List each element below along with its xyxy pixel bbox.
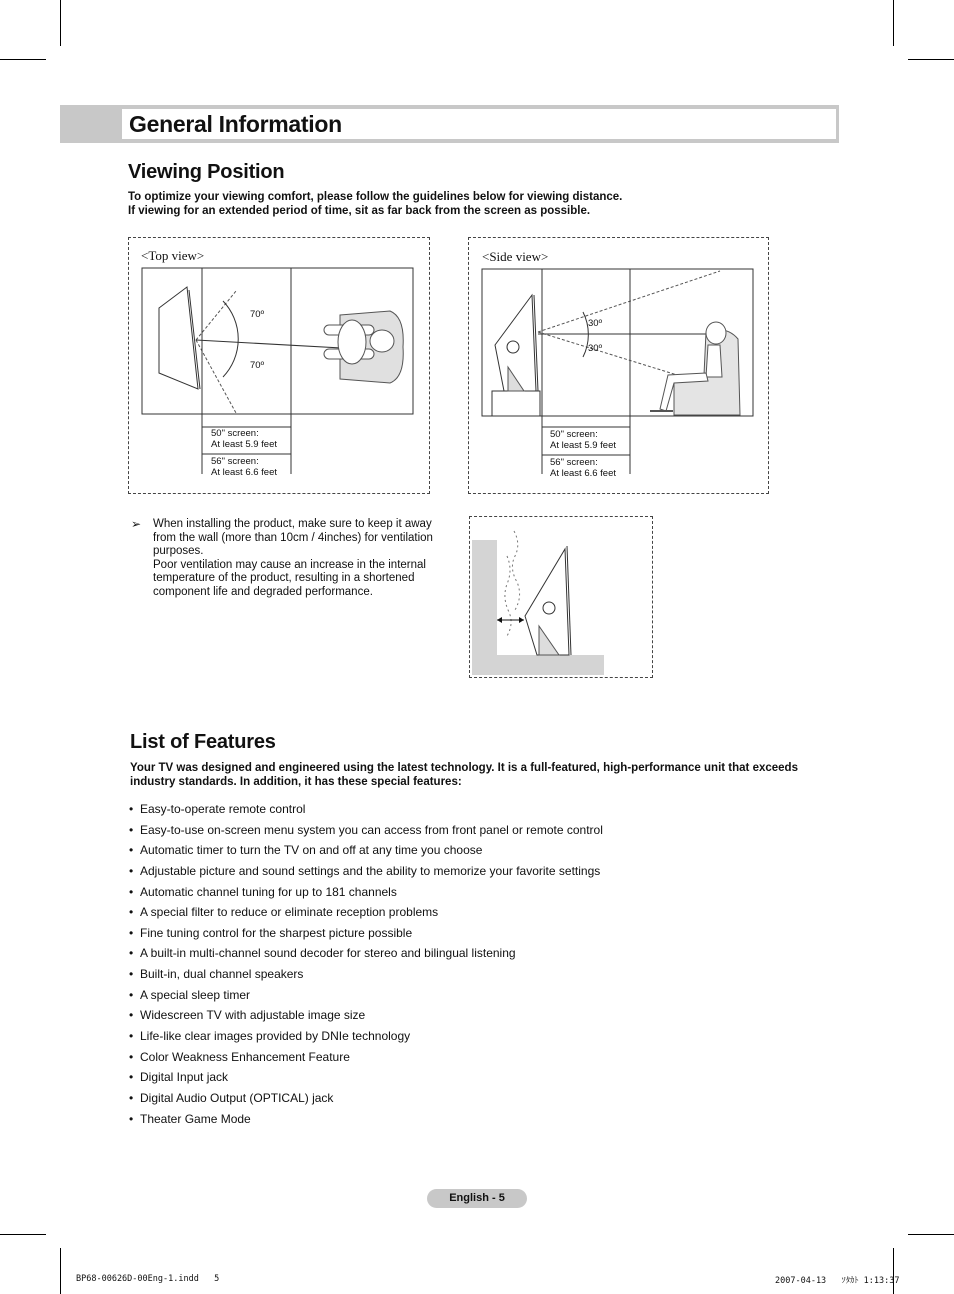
bullet-icon: • [129,822,134,837]
feature-text: A special filter to reduce or eliminate reception problems [140,905,439,920]
feature-text: Automatic channel tuning for up to 181 channels [140,884,397,899]
feature-text: A built-in multi-channel sound decoder for stereo and bilingual listening [140,946,516,961]
feature-text: Digital Input jack [140,1070,229,1085]
crop-mark [60,1248,61,1294]
note-text [153,518,445,600]
list-item [129,1029,603,1050]
list-item [129,905,603,926]
bullet-icon: • [129,925,134,940]
crop-mark [908,59,954,60]
top-view-50-distance: At least 5.9 feet [211,439,278,450]
crop-mark [60,0,61,46]
list-item [129,843,603,864]
feature-text: Adjustable picture and sound settings and the ability to memorize your favorite settings [140,863,601,878]
note-paragraph-1: When installing the product, make sure to keep it away from the wall (more than 10cm / 4inches) for ventilation purposes. [153,518,433,558]
feature-text: Widescreen TV with adjustable image size [140,1008,366,1023]
crop-mark [893,1248,894,1294]
bullet-icon: • [129,1029,134,1044]
list-item [129,885,603,906]
feature-text: Built-in, dual channel speakers [140,967,304,982]
top-view-56-label: 56" screen: [211,456,259,467]
bullet-icon: • [129,1111,134,1126]
list-item [129,1070,603,1091]
crop-mark [0,1234,46,1235]
feature-text: Easy-to-use on-screen menu system you can access from front panel or remote control [140,822,603,837]
list-item [129,967,603,988]
page-title: General Information [129,111,342,137]
list-item [129,926,603,947]
timestamp-slug: 2007-04-13 ｿﾀｶﾄ 1:13:37 [775,1276,900,1286]
top-view-label: <Top view> [141,248,205,263]
feature-text: Life-like clear images provided by DNIe technology [140,1029,411,1044]
side-view-56-distance: At least 6.6 feet [550,468,617,479]
feature-text: Theater Game Mode [140,1111,251,1126]
file-slug: BP68-00626D-00Eng-1.indd 5 [76,1274,220,1284]
crop-mark [0,59,46,60]
bullet-icon: • [129,1070,134,1085]
bullet-icon: • [129,884,134,899]
bullet-icon: • [129,987,134,1002]
top-view-50-label: 50" screen: [211,428,259,439]
list-item [129,823,603,844]
bullet-icon: • [129,1090,134,1105]
viewing-intro-line1: To optimize your viewing comfort, please follow the guidelines below for viewing distance. [128,191,623,203]
top-view-angle-lower: 70º [250,360,265,371]
bullet-icon: • [129,905,134,920]
list-item [129,1112,603,1133]
side-view-angle-upper: 30º [588,318,603,329]
list-item [129,1091,603,1112]
list-item [129,1008,603,1029]
note-arrow-icon: ➢ [131,517,142,531]
top-view-illustration [128,237,430,494]
features-heading: List of Features [130,731,276,753]
crop-mark [908,1234,954,1235]
list-item [129,988,603,1009]
bullet-icon: • [129,802,134,816]
viewing-intro-line2: If viewing for an extended period of time, sit as far back from the screen as possible. [128,205,591,217]
features-intro-line1: Your TV was designed and engineered using the latest technology. It is a full-featured, high-performance unit that exceeds [130,762,798,774]
bullet-icon: • [129,843,134,858]
bullet-icon: • [129,1008,134,1023]
list-item [129,802,603,823]
features-intro-line2: industry standards. In addition, it has these special features: [130,776,462,788]
bullet-icon: • [129,1049,134,1064]
feature-list [129,802,603,1132]
feature-text: Digital Audio Output (OPTICAL) jack [140,1090,334,1105]
side-view-50-label: 50" screen: [550,429,598,440]
feature-text: Easy-to-operate remote control [140,802,306,816]
side-view-illustration [468,237,769,494]
list-item [129,864,603,885]
note-paragraph-2: Poor ventilation may cause an increase in the internal temperature of the product, resulting in a shortened component life and degraded performance. [153,558,426,598]
feature-text: Color Weakness Enhancement Feature [140,1049,350,1064]
wall-clearance-illustration [469,516,653,678]
side-view-label: <Side view> [482,249,549,264]
page-number-badge: English - 5 [427,1189,527,1208]
feature-text: Automatic timer to turn the TV on and off at any time you choose [140,843,483,858]
bullet-icon: • [129,967,134,982]
bullet-icon: • [129,863,134,878]
list-item [129,1050,603,1071]
side-view-50-distance: At least 5.9 feet [550,440,617,451]
top-view-angle-upper: 70º [250,309,265,320]
feature-text: A special sleep timer [140,987,251,1002]
viewing-position-heading: Viewing Position [128,161,285,183]
list-item [129,946,603,967]
crop-mark [893,0,894,46]
feature-text: Fine tuning control for the sharpest picture possible [140,925,413,940]
bullet-icon: • [129,946,134,961]
side-view-56-label: 56" screen: [550,457,598,468]
side-view-angle-lower: 30º [588,343,603,354]
top-view-56-distance: At least 6.6 feet [211,467,278,478]
